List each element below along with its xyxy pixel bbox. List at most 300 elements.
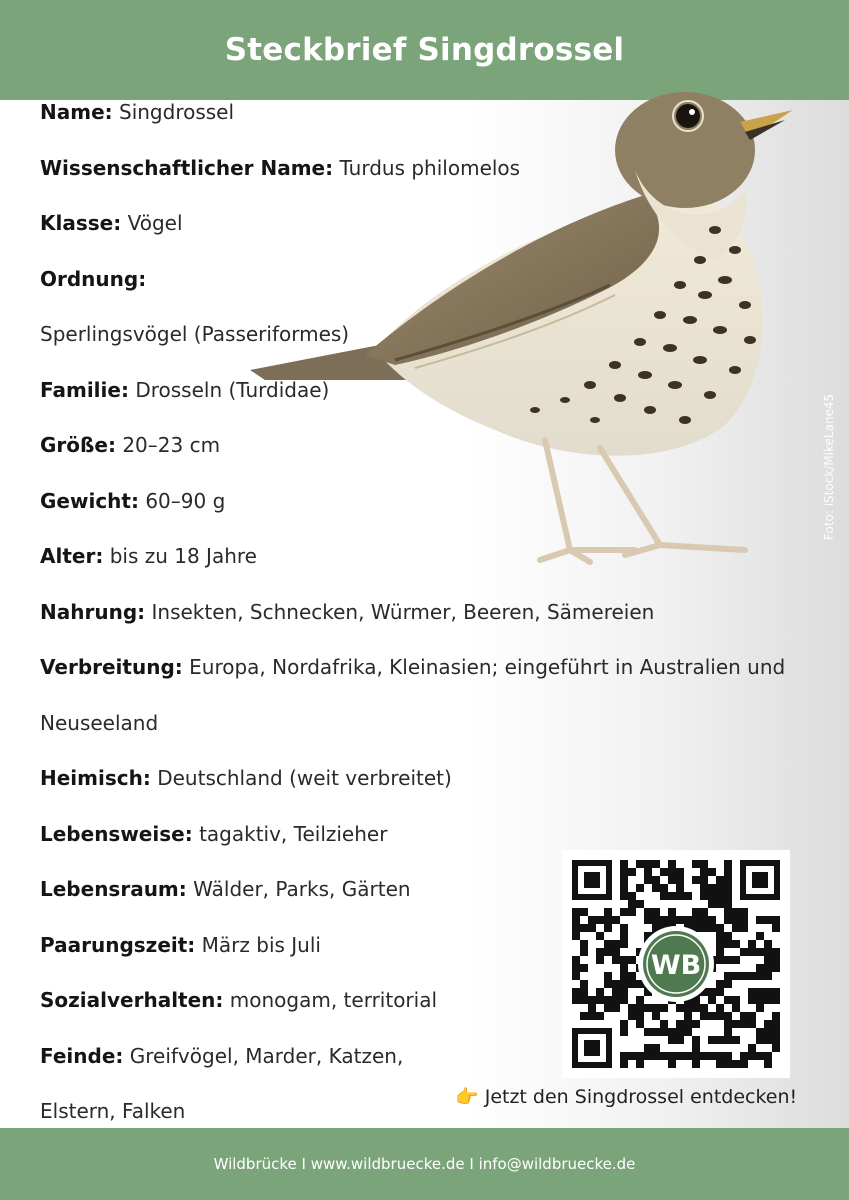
qr-module — [580, 908, 588, 916]
qr-module — [612, 940, 620, 948]
qr-module — [604, 980, 612, 988]
fact-mating-season — [40, 928, 321, 962]
qr-module — [652, 908, 660, 916]
qr-module — [724, 860, 732, 868]
qr-module — [756, 996, 764, 1004]
qr-module — [660, 1028, 668, 1036]
qr-module — [596, 996, 604, 1004]
qr-module — [716, 988, 724, 996]
qr-module — [684, 1052, 692, 1060]
qr-module — [724, 980, 732, 988]
fact-label: Nahrung: — [40, 599, 146, 624]
qr-module — [668, 876, 676, 884]
qr-module — [692, 876, 700, 884]
footer-bar — [0, 1128, 849, 1200]
qr-module — [756, 964, 764, 972]
qr-module — [764, 1028, 772, 1036]
fact-value: 60–90 g — [145, 488, 226, 513]
qr-module — [636, 1004, 644, 1012]
qr-module — [716, 892, 724, 900]
qr-module — [636, 1052, 644, 1060]
qr-module — [572, 988, 580, 996]
qr-module — [596, 932, 604, 940]
qr-module — [756, 1036, 764, 1044]
qr-module — [620, 988, 628, 996]
qr-module — [684, 1020, 692, 1028]
qr-module — [620, 996, 628, 1004]
qr-module — [572, 916, 580, 924]
qr-module — [604, 972, 612, 980]
qr-module — [572, 924, 580, 932]
fact-value: Greifvögel, Marder, Katzen, — [129, 1043, 404, 1068]
qr-module — [620, 940, 628, 948]
fact-value: Sperlingsvögel (Passeriformes) — [40, 322, 350, 346]
qr-module — [700, 868, 708, 876]
qr-module — [740, 1052, 748, 1060]
qr-module — [724, 932, 732, 940]
fact-name — [40, 95, 234, 129]
qr-module — [724, 972, 732, 980]
fact-label: Lebensweise: — [40, 821, 193, 846]
qr-module — [700, 876, 708, 884]
qr-module — [612, 988, 620, 996]
wb-logo-text: WB — [650, 950, 702, 981]
fact-label: Gewicht: — [40, 488, 139, 513]
qr-module — [716, 1012, 724, 1020]
qr-module — [668, 1052, 676, 1060]
qr-module — [748, 1012, 756, 1020]
qr-module — [636, 1020, 644, 1028]
fact-value: Elstern, Falken — [40, 1099, 186, 1123]
qr-module — [604, 908, 612, 916]
fact-value: März bis Juli — [201, 932, 321, 957]
qr-module — [620, 1028, 628, 1036]
qr-module — [708, 1036, 716, 1044]
fact-value: Vögel — [127, 211, 183, 235]
qr-module — [732, 1036, 740, 1044]
qr-module — [692, 860, 700, 868]
qr-module — [708, 996, 716, 1004]
qr-module — [636, 1012, 644, 1020]
fact-label: Paarungszeit: — [40, 932, 196, 957]
qr-module — [580, 940, 588, 948]
qr-module — [732, 996, 740, 1004]
qr-module — [732, 916, 740, 924]
qr-module — [636, 860, 644, 868]
qr-module — [668, 860, 676, 868]
qr-module — [724, 900, 732, 908]
page-title: Steckbrief Singdrossel — [224, 32, 625, 68]
qr-module — [684, 892, 692, 900]
qr-module — [772, 924, 780, 932]
fact-weight — [40, 484, 225, 518]
qr-module — [612, 980, 620, 988]
qr-module — [652, 1052, 660, 1060]
qr-module — [660, 1004, 668, 1012]
pointing-hand-icon: 👉 — [455, 1086, 479, 1108]
qr-module — [700, 916, 708, 924]
qr-module — [668, 868, 676, 876]
qr-module — [748, 940, 756, 948]
qr-module — [716, 940, 724, 948]
qr-module — [692, 916, 700, 924]
qr-module — [572, 932, 580, 940]
qr-module — [732, 1060, 740, 1068]
fact-value: Insekten, Schnecken, Würmer, Beeren, Sämereien — [151, 599, 655, 624]
qr-module — [692, 1036, 700, 1044]
qr-module — [708, 916, 716, 924]
qr-module — [740, 972, 748, 980]
fact-age — [40, 539, 257, 573]
qr-module — [772, 1036, 780, 1044]
qr-module — [636, 996, 644, 1004]
qr-module — [676, 868, 684, 876]
qr-module — [612, 956, 620, 964]
qr-module — [660, 868, 668, 876]
qr-module — [772, 1044, 780, 1052]
qr-module — [620, 1060, 628, 1068]
qr-module — [700, 924, 708, 932]
fact-label: Familie: — [40, 377, 129, 402]
qr-module — [756, 916, 764, 924]
qr-module — [644, 868, 652, 876]
qr-module — [628, 972, 636, 980]
qr-module — [620, 980, 628, 988]
qr-module — [644, 1004, 652, 1012]
qr-module — [692, 1020, 700, 1028]
qr-module — [748, 948, 756, 956]
qr-module — [764, 964, 772, 972]
qr-module — [628, 980, 636, 988]
qr-module — [604, 924, 612, 932]
qr-module — [628, 1052, 636, 1060]
qr-module — [732, 972, 740, 980]
qr-module — [732, 940, 740, 948]
qr-module — [644, 860, 652, 868]
qr-module — [748, 1044, 756, 1052]
qr-module — [660, 884, 668, 892]
qr-module — [580, 1012, 588, 1020]
qr-module — [620, 892, 628, 900]
fact-label: Ordnung: — [40, 266, 147, 291]
fact-family — [40, 373, 329, 407]
qr-module — [764, 956, 772, 964]
cta-text: Jetzt den Singdrossel entdecken! — [484, 1086, 798, 1108]
qr-code[interactable] — [562, 850, 790, 1078]
footer-contact: Wildbrücke I www.wildbruecke.de I info@wildbruecke.de — [213, 1155, 636, 1173]
qr-module — [692, 1044, 700, 1052]
qr-module — [724, 1012, 732, 1020]
qr-module — [596, 956, 604, 964]
qr-module — [652, 916, 660, 924]
qr-module — [572, 972, 580, 980]
qr-module — [676, 1020, 684, 1028]
qr-module — [748, 988, 756, 996]
qr-module — [676, 1004, 684, 1012]
fact-label: Feinde: — [40, 1043, 124, 1068]
qr-module — [708, 1012, 716, 1020]
qr-module — [580, 980, 588, 988]
qr-module — [628, 1004, 636, 1012]
qr-module — [572, 956, 580, 964]
qr-module — [644, 876, 652, 884]
qr-module — [716, 932, 724, 940]
qr-module — [572, 964, 580, 972]
qr-module — [740, 924, 748, 932]
qr-module — [612, 916, 620, 924]
qr-module — [716, 1060, 724, 1068]
qr-module — [580, 948, 588, 956]
qr-module — [604, 916, 612, 924]
qr-module — [580, 988, 588, 996]
qr-module — [676, 876, 684, 884]
qr-module — [628, 900, 636, 908]
qr-module — [684, 1028, 692, 1036]
qr-module — [612, 948, 620, 956]
qr-module — [772, 1012, 780, 1020]
fact-label: Heimisch: — [40, 766, 151, 790]
qr-module — [668, 1060, 676, 1068]
fact-order-value — [40, 317, 349, 351]
qr-module — [732, 924, 740, 932]
qr-module — [724, 892, 732, 900]
qr-module — [620, 972, 628, 980]
qr-module — [724, 876, 732, 884]
qr-module — [748, 996, 756, 1004]
qr-module — [724, 1020, 732, 1028]
qr-module — [644, 1052, 652, 1060]
qr-module — [764, 1036, 772, 1044]
fact-distribution-cont — [40, 706, 158, 740]
fact-distribution — [40, 650, 785, 684]
qr-module — [652, 1028, 660, 1036]
qr-module — [676, 1052, 684, 1060]
qr-module — [724, 956, 732, 964]
qr-module — [652, 1004, 660, 1012]
qr-module — [612, 996, 620, 1004]
qr-module — [604, 996, 612, 1004]
qr-module — [604, 1004, 612, 1012]
qr-module — [612, 1004, 620, 1012]
qr-module — [620, 924, 628, 932]
qr-module — [716, 884, 724, 892]
qr-module — [628, 868, 636, 876]
qr-module — [692, 1052, 700, 1060]
qr-module — [732, 908, 740, 916]
qr-module — [764, 1060, 772, 1068]
qr-module — [716, 876, 724, 884]
fact-label: Größe: — [40, 433, 116, 457]
qr-module — [764, 996, 772, 1004]
qr-module — [652, 1012, 660, 1020]
qr-module — [572, 908, 580, 916]
fact-value: 20–23 cm — [122, 433, 221, 457]
qr-module — [772, 1028, 780, 1036]
qr-module — [652, 884, 660, 892]
fact-class — [40, 206, 183, 240]
fact-value: Singdrossel — [119, 100, 235, 124]
qr-module — [668, 916, 676, 924]
qr-module — [708, 868, 716, 876]
qr-module — [692, 1004, 700, 1012]
qr-module — [652, 876, 660, 884]
qr-module — [708, 988, 716, 996]
qr-module — [596, 1012, 604, 1020]
fact-enemies — [40, 1039, 403, 1073]
qr-module — [716, 948, 724, 956]
qr-module — [644, 1028, 652, 1036]
qr-module — [580, 964, 588, 972]
qr-module — [628, 956, 636, 964]
qr-module — [708, 924, 716, 932]
qr-module — [604, 940, 612, 948]
qr-module — [668, 908, 676, 916]
qr-module — [700, 860, 708, 868]
qr-module — [740, 1020, 748, 1028]
qr-module — [596, 948, 604, 956]
fact-native — [40, 761, 452, 795]
qr-module — [668, 892, 676, 900]
qr-module — [668, 1036, 676, 1044]
fact-value: Deutschland (weit verbreitet) — [157, 766, 452, 790]
qr-module — [708, 1052, 716, 1060]
qr-module — [652, 860, 660, 868]
qr-module — [660, 1052, 668, 1060]
qr-module — [700, 1004, 708, 1012]
qr-module — [652, 1044, 660, 1052]
qr-module — [620, 876, 628, 884]
qr-module — [724, 884, 732, 892]
fact-scientific-name — [40, 151, 520, 185]
qr-module — [620, 908, 628, 916]
qr-module — [724, 908, 732, 916]
qr-module — [628, 908, 636, 916]
qr-module — [676, 916, 684, 924]
qr-module — [764, 940, 772, 948]
qr-module — [620, 1020, 628, 1028]
qr-module — [756, 1028, 764, 1036]
qr-module — [636, 884, 644, 892]
qr-module — [588, 1012, 596, 1020]
qr-module — [620, 860, 628, 868]
qr-module — [636, 1060, 644, 1068]
qr-module — [748, 1052, 756, 1060]
qr-module — [756, 1004, 764, 1012]
qr-module — [596, 988, 604, 996]
qr-module — [724, 868, 732, 876]
call-to-action[interactable] — [455, 1085, 835, 1108]
qr-module — [772, 996, 780, 1004]
qr-module — [676, 1028, 684, 1036]
qr-module — [732, 1020, 740, 1028]
qr-module — [588, 1004, 596, 1012]
qr-module — [588, 924, 596, 932]
qr-module — [748, 1020, 756, 1028]
qr-module — [660, 892, 668, 900]
qr-module — [748, 972, 756, 980]
fact-value: Drosseln (Turdidae) — [135, 377, 330, 402]
qr-module — [756, 932, 764, 940]
qr-module — [740, 948, 748, 956]
qr-module — [772, 916, 780, 924]
qr-module — [764, 972, 772, 980]
qr-module — [708, 884, 716, 892]
qr-module — [756, 972, 764, 980]
fact-label: Verbreitung: — [40, 655, 183, 679]
qr-module — [716, 980, 724, 988]
qr-module — [740, 908, 748, 916]
qr-module — [716, 1036, 724, 1044]
fact-size — [40, 428, 220, 462]
qr-module — [700, 892, 708, 900]
fact-label: Alter: — [40, 544, 104, 568]
qr-module — [756, 948, 764, 956]
fact-label: Wissenschaftlicher Name: — [40, 155, 334, 180]
qr-module — [588, 996, 596, 1004]
qr-module — [636, 900, 644, 908]
qr-module — [764, 988, 772, 996]
qr-module — [764, 1052, 772, 1060]
qr-module — [716, 924, 724, 932]
fact-label: Name: — [40, 100, 113, 124]
qr-module — [724, 1028, 732, 1036]
qr-module — [604, 948, 612, 956]
fact-social — [40, 983, 437, 1017]
fact-value: Wälder, Parks, Gärten — [193, 877, 411, 901]
qr-module — [572, 996, 580, 1004]
qr-module — [692, 908, 700, 916]
fact-value: bis zu 18 Jahre — [109, 544, 257, 568]
fact-value: Turdus philomelos — [339, 155, 521, 180]
qr-module — [620, 932, 628, 940]
qr-module — [772, 1020, 780, 1028]
qr-module — [716, 956, 724, 964]
qr-module — [588, 916, 596, 924]
qr-module — [772, 948, 780, 956]
qr-module — [700, 1052, 708, 1060]
qr-module — [708, 900, 716, 908]
qr-module — [620, 964, 628, 972]
qr-module — [724, 1052, 732, 1060]
qr-module — [772, 964, 780, 972]
qr-module — [644, 908, 652, 916]
qr-module — [692, 1060, 700, 1068]
qr-module — [708, 892, 716, 900]
fact-enemies-cont — [40, 1094, 185, 1128]
qr-module — [724, 1036, 732, 1044]
qr-module — [724, 940, 732, 948]
qr-module — [620, 868, 628, 876]
qr-module — [628, 1012, 636, 1020]
fact-food — [40, 595, 654, 629]
qr-module — [660, 916, 668, 924]
qr-module — [684, 1004, 692, 1012]
qr-module — [716, 1052, 724, 1060]
qr-module — [676, 1036, 684, 1044]
fact-habitat — [40, 872, 411, 906]
photo-credit: Foto: iStock/MikeLane45 — [822, 393, 836, 540]
qr-module — [620, 884, 628, 892]
qr-module — [580, 924, 588, 932]
qr-module — [700, 884, 708, 892]
qr-module — [732, 1004, 740, 1012]
qr-module — [668, 1028, 676, 1036]
qr-module — [764, 1020, 772, 1028]
qr-module — [724, 996, 732, 1004]
qr-module — [628, 892, 636, 900]
qr-module — [724, 916, 732, 924]
qr-module — [700, 908, 708, 916]
